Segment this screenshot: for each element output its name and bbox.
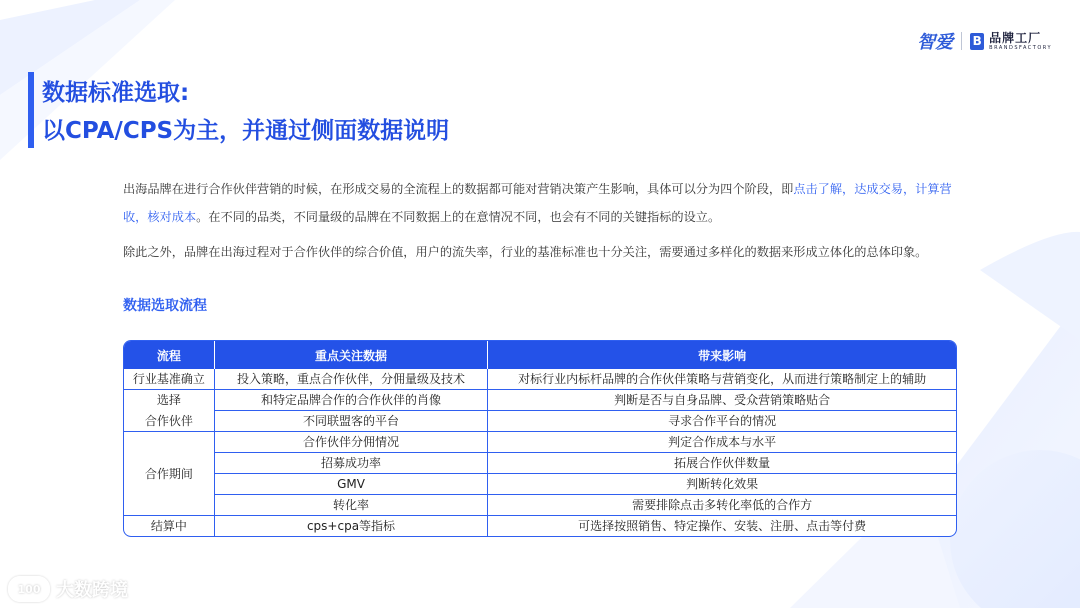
intro-text-before: 出海品牌在进行合作伙伴营销的时候，在形成交易的全流程上的数据都可能对营销决策产生影响，具体可以分为四个阶段，即	[123, 182, 794, 196]
watermark-logo-icon: 100	[8, 576, 50, 602]
impact-cell: 判断转化效果	[487, 473, 956, 494]
key-data-cell: 和特定品牌合作的合作伙伴的肖像	[214, 389, 487, 410]
page-title	[42, 74, 449, 150]
impact-cell: 可选择按照销售、特定操作、安装、注册、点击等付费	[487, 515, 956, 536]
header-key-data: 重点关注数据	[214, 341, 487, 369]
header-stage: 流程	[124, 341, 214, 369]
logo-bar	[917, 28, 1052, 54]
brandsfactory-mark-icon: B	[970, 33, 984, 50]
stage-cell: 结算中	[124, 515, 214, 536]
impact-cell: 需要排除点击多转化率低的合作方	[487, 494, 956, 515]
key-data-cell: 合作伙伴分佣情况	[214, 431, 487, 452]
key-data-cell: GMV	[214, 473, 487, 494]
intro-paragraph	[123, 175, 965, 231]
watermark-label: 大数跨境	[56, 580, 128, 601]
title-accent-bar	[28, 72, 34, 148]
key-data-cell: 招募成功率	[214, 452, 487, 473]
stage-cell: 合作伙伴	[144, 413, 193, 428]
table-row	[124, 515, 956, 536]
header-impact: 带来影响	[487, 341, 956, 369]
data-selection-table	[123, 340, 957, 537]
table-row	[124, 431, 956, 452]
impact-cell: 寻求合作平台的情况	[487, 410, 956, 431]
key-data-cell: cps+cpa等指标	[214, 515, 487, 536]
watermark	[8, 576, 128, 602]
stage-cell: 合作期间	[124, 431, 214, 515]
intro-highlight: 点击了解，达成交易，计算营收，核对成本	[123, 182, 952, 224]
title-line-2: 以CPA/CPS为主，并通过侧面数据说明	[42, 118, 450, 144]
table-row	[124, 369, 956, 389]
zhiai-logo: 智爱	[917, 32, 954, 53]
intro-text-after: 。在不同的品类，不同量级的品牌在不同数据上的在意情况不同，也会有不同的关键指标的设立。	[196, 210, 721, 224]
stage-cell: 行业基准确立	[132, 372, 205, 386]
stage-cell: 选择	[124, 389, 214, 410]
brandsfactory-logo	[970, 32, 1052, 51]
key-data-cell: 不同联盟客的平台	[214, 410, 487, 431]
key-data-cell: 转化率	[214, 494, 487, 515]
brandsfactory-en: BRANDSFACTORY	[989, 44, 1052, 51]
title-line-1: 数据标准选取:	[42, 80, 190, 106]
impact-cell: 判定合作成本与水平	[487, 431, 956, 452]
key-data-cell: 投入策略，重点合作伙伴，分佣量级及技术	[214, 369, 487, 389]
logo-divider	[961, 32, 962, 50]
table-row	[124, 410, 956, 431]
table-row	[124, 452, 956, 473]
impact-cell: 判断是否与自身品牌、受众营销策略贴合	[487, 389, 956, 410]
table-row	[124, 494, 956, 515]
table-row	[124, 389, 956, 410]
brandsfactory-cn: 品牌工厂	[989, 30, 1042, 45]
impact-cell: 拓展合作伙伴数量	[487, 452, 956, 473]
second-paragraph: 除此之外，品牌在出海过程对于合作伙伴的综合价值，用户的流失率，行业的基准标准也十分关注，需要通过多样化的数据来形成立体化的总体印象。	[123, 245, 928, 259]
section-heading: 数据选取流程	[123, 298, 207, 314]
impact-cell: 对标行业内标杆品牌的合作伙伴策略与营销变化，从而进行策略制定上的辅助	[487, 369, 956, 389]
table-row	[124, 473, 956, 494]
